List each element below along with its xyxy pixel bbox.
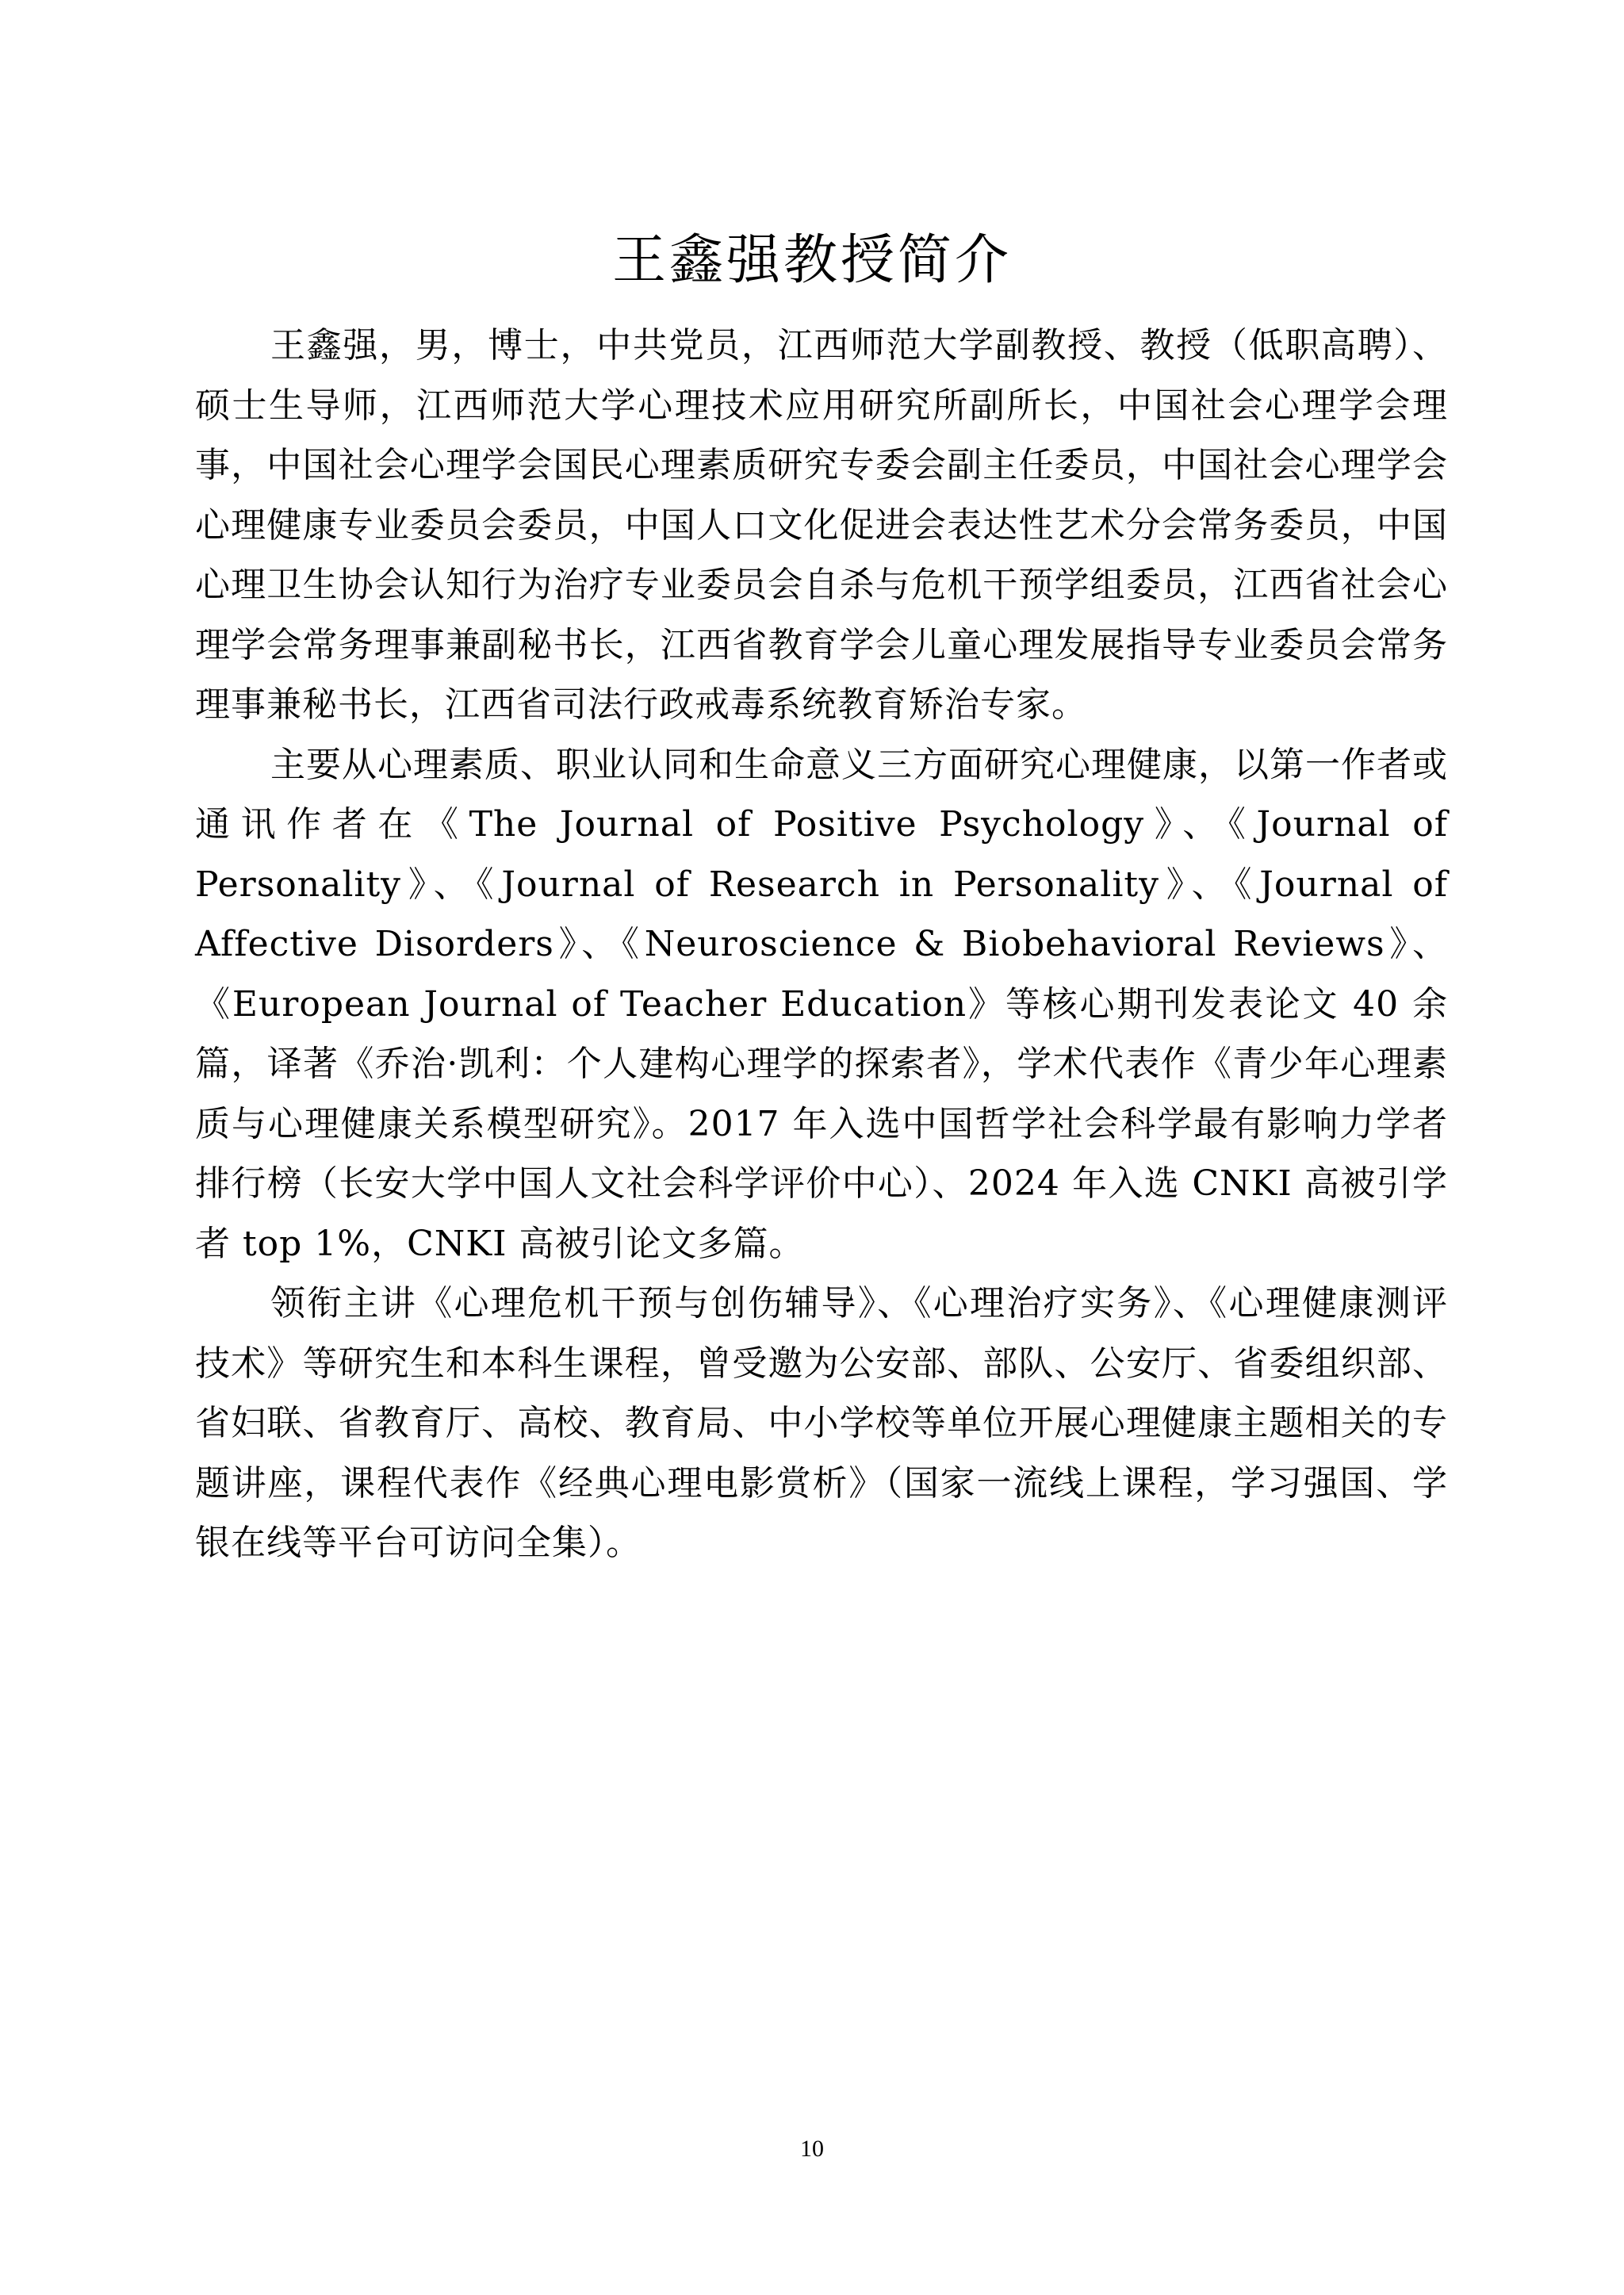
- paragraph-research: 主要从心理素质、职业认同和生命意义三方面研究心理健康，以第一作者或通讯作者在《The Journal of Positive Psychology》、《Journal of Personality》、《Journal of Research in Personality》、《Journal of Affective Disorders》、《Neuroscience & Biobehavioral Reviews》、《European Journal of Teacher Education》等核心期刊发表论文 40 余篇，译著《乔治·凯利：个人建构心理学的探索者》，学术代表作《青少年心理素质与心理健康关系模型研究》。2017 年入选中国哲学社会科学最有影响力学者排行榜（长安大学中国人文社会科学评价中心）、2024 年入选 CNKI 高被引学者 top 1%，CNKI 高被引论文多篇。: [195, 744, 1448, 1264]
- document-body: [195, 316, 1448, 1573]
- page-title: 王鑫强教授简介: [611, 228, 1012, 292]
- paragraph-teaching: 领衔主讲《心理危机干预与创伤辅导》、《心理治疗实务》、《心理健康测评技术》等研究生和本科生课程，曾受邀为公安部、部队、公安厅、省委组织部、省妇联、省教育厅、高校、教育局、中小学校等单位开展心理健康主题相关的专题讲座，课程代表作《经典心理电影赏析》（国家一流线上课程，学习强国、学银在线等平台可访问全集）。: [195, 1283, 1448, 1563]
- page-number: 10: [800, 2136, 824, 2162]
- paragraph-biography: 王鑫强，男，博士，中共党员，江西师范大学副教授、教授（低职高聘）、硕士生导师，江西师范大学心理技术应用研究所副所长，中国社会心理学会理事，中国社会心理学会国民心理素质研究专委会副主任委员，中国社会心理学会心理健康专业委员会委员，中国人口文化促进会表达性艺术分会常务委员，中国心理卫生协会认知行为治疗专业委员会自杀与危机干预学组委员，江西省社会心理学会常务理事兼副秘书长，江西省教育学会儿童心理发展指导专业委员会常务理事兼秘书长，江西省司法行政戒毒系统教育矫治专家。: [195, 325, 1448, 725]
